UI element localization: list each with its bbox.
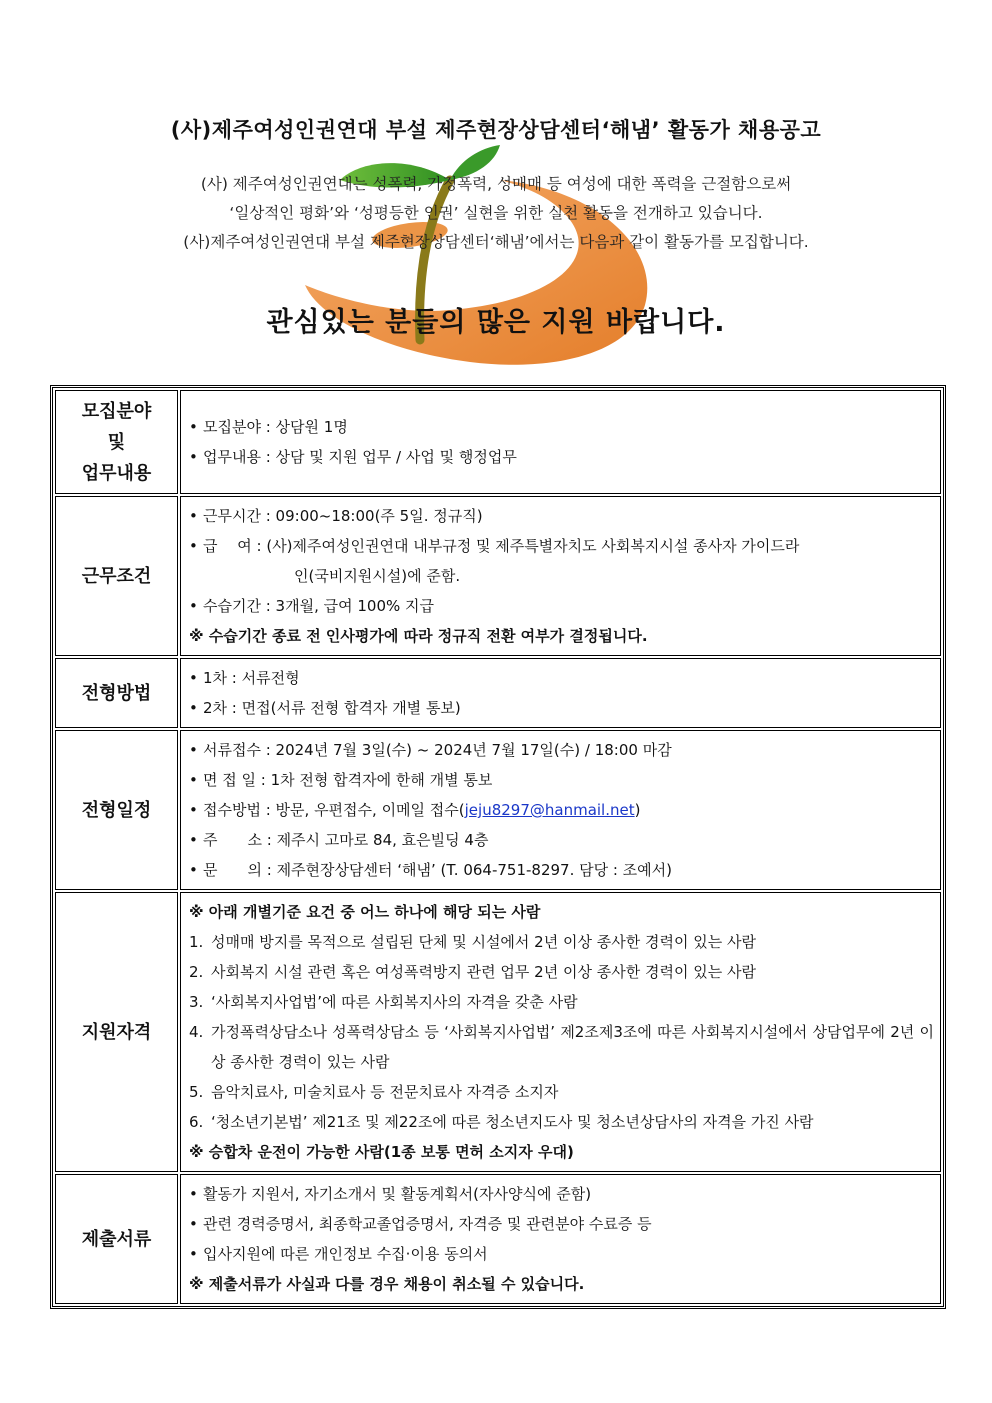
table-row-method — [55, 658, 941, 728]
item-text: 활동가 지원서, 자기소개서 및 활동계획서(자사양식에 준함) — [203, 1185, 592, 1203]
item-text: 2차 : 면접(서류 전형 합격자 개별 통보) — [203, 699, 461, 717]
notice-text: ※ 아래 개별기준 요건 중 어느 하나에 해당 되는 사람 — [189, 903, 541, 921]
bullet-icon: • — [189, 831, 198, 849]
bullet-icon: • — [189, 1245, 198, 1263]
table-row-schedule — [55, 730, 941, 890]
row-content-qualification — [180, 892, 941, 1172]
bullet-icon: • — [189, 448, 198, 466]
bullet-icon: • — [189, 741, 198, 759]
list-item — [189, 591, 934, 621]
item-number: 3. — [189, 993, 204, 1011]
table-row-recruit — [55, 390, 941, 494]
bullet-icon: • — [189, 1215, 198, 1233]
intro-paragraph — [60, 170, 932, 257]
email-link[interactable]: jeju8297@hanmail.net — [464, 801, 635, 819]
row-label-conditions: 근무조건 — [55, 496, 178, 656]
list-item — [189, 663, 934, 693]
bullet-icon: • — [189, 1185, 198, 1203]
row-content-schedule — [180, 730, 941, 890]
item-text: 수습기간 : 3개월, 급여 100% 지급 — [203, 597, 434, 615]
row-label-schedule: 전형일정 — [55, 730, 178, 890]
bullet-icon: • — [189, 861, 198, 879]
notice-text: ※ 승합차 운전이 가능한 사람(1종 보통 면허 소지자 우대) — [189, 1143, 574, 1161]
row-label-qualification: 지원자격 — [55, 892, 178, 1172]
intro-line: (사)제주여성인권연대 부설 제주현장상담센터‘해냄’에서는 다음과 같이 활동가를 모집합니다. — [183, 233, 809, 251]
item-text: 1차 : 서류전형 — [203, 669, 300, 687]
item-text: 문 의 : 제주현장상담센터 ‘해냄’ (T. 064-751-8297. 담당 : 조예서) — [203, 861, 673, 879]
item-text: 접수방법 : 방문, 우편접수, 이메일 접수( — [203, 801, 465, 819]
bullet-icon: • — [189, 537, 198, 555]
bullet-icon: • — [189, 801, 198, 819]
item-continuation: 인(국비지원시설)에 준함. — [294, 567, 461, 585]
list-item — [189, 1209, 934, 1239]
list-item — [189, 855, 934, 885]
list-item — [189, 1017, 934, 1077]
list-item — [189, 531, 934, 561]
list-item — [189, 442, 934, 472]
row-label-documents: 제출서류 — [55, 1174, 178, 1304]
label-line: 모집분야 — [81, 400, 152, 422]
item-text: 모집분야 : 상담원 1명 — [203, 418, 348, 436]
item-text: ‘청소년기본법’ 제21조 및 제22조에 따른 청소년지도사 및 청소년상담사의 자격을 가진 사람 — [211, 1113, 814, 1131]
bullet-icon: • — [189, 418, 198, 436]
item-text: 서류접수 : 2024년 7월 3일(수) ~ 2024년 7월 17일(수) / 18:00 마감 — [203, 741, 672, 759]
table-row-qualification — [55, 892, 941, 1172]
table-row-documents — [55, 1174, 941, 1304]
list-item — [189, 501, 934, 531]
row-label-method: 전형방법 — [55, 658, 178, 728]
list-item — [189, 957, 934, 987]
item-number: 4. — [189, 1023, 204, 1041]
item-number: 2. — [189, 963, 204, 981]
item-text: ‘사회복지사업법’에 따른 사회복지사의 자격을 갖춘 사람 — [211, 993, 578, 1011]
bullet-icon: • — [189, 771, 198, 789]
intro-line: (사) 제주여성인권연대는 성폭력, 가정폭력, 성매매 등 여성에 대한 폭력을 근절함으로써 — [200, 175, 792, 193]
item-text: 성매매 방지를 목적으로 설립된 단체 및 시설에서 2년 이상 종사한 경력이 있는 사람 — [211, 933, 756, 951]
bullet-icon: • — [189, 669, 198, 687]
item-number: 6. — [189, 1113, 204, 1131]
list-item — [189, 1077, 934, 1107]
recruitment-table — [50, 385, 946, 1309]
row-label-recruit — [55, 390, 178, 494]
table-row-conditions — [55, 496, 941, 656]
list-item — [189, 1239, 934, 1269]
item-text: 사회복지 시설 관련 혹은 여성폭력방지 관련 업무 2년 이상 종사한 경력이 있는 사람 — [211, 963, 756, 981]
notice-text: ※ 제출서류가 사실과 다를 경우 채용이 취소될 수 있습니다. — [189, 1275, 585, 1293]
intro-line: ‘일상적인 평화’와 ‘성평등한 인권’ 실현을 위한 실천 활동을 전개하고 있습니다. — [229, 204, 763, 222]
row-content-method — [180, 658, 941, 728]
list-item — [189, 927, 934, 957]
item-number: 1. — [189, 933, 204, 951]
item-number: 5. — [189, 1083, 204, 1101]
item-text: 근무시간 : 09:00~18:00(주 5일. 정규직) — [203, 507, 483, 525]
item-text: ) — [634, 801, 641, 819]
notice-text: ※ 수습기간 종료 전 인사평가에 따라 정규직 전환 여부가 결정됩니다. — [189, 627, 648, 645]
row-content-recruit — [180, 390, 941, 494]
label-line: 및 — [107, 431, 126, 453]
item-text: 음악치료사, 미술치료사 등 전문치료사 자격증 소지자 — [211, 1083, 559, 1101]
list-item — [189, 987, 934, 1017]
list-item — [189, 735, 934, 765]
row-content-documents — [180, 1174, 941, 1304]
item-text: 관련 경력증명서, 최종학교졸업증명서, 자격증 및 관련분야 수료증 등 — [203, 1215, 652, 1233]
list-item — [189, 693, 934, 723]
item-text: 입사지원에 따른 개인정보 수집·이용 동의서 — [203, 1245, 488, 1263]
list-item — [189, 1107, 934, 1137]
page-title: (사)제주여성인권연대 부설 제주현장상담센터‘해냄’ 활동가 채용공고 — [170, 118, 822, 142]
bullet-icon: • — [189, 699, 198, 717]
bullet-icon: • — [189, 507, 198, 525]
label-line: 업무내용 — [81, 462, 152, 484]
bullet-icon: • — [189, 597, 198, 615]
list-item — [189, 795, 934, 825]
row-content-conditions — [180, 496, 941, 656]
slogan: 관심있는 분들의 많은 지원 바랍니다. — [266, 307, 726, 338]
item-text: 주 소 : 제주시 고마로 84, 효은빌딩 4층 — [203, 831, 489, 849]
list-item — [189, 1179, 934, 1209]
item-text: 업무내용 : 상담 및 지원 업무 / 사업 및 행정업무 — [203, 448, 517, 466]
item-text: 가정폭력상담소나 성폭력상담소 등 ‘사회복지사업법’ 제2조제3조에 따른 사회복지시설에서 상담업무에 2년 이상 종사한 경력이 있는 사람 — [211, 1023, 934, 1071]
list-item — [189, 825, 934, 855]
item-text: 급 여 : (사)제주여성인권연대 내부규정 및 제주특별자치도 사회복지시설 종사자 가이드라 — [203, 537, 800, 555]
item-text: 면 접 일 : 1차 전형 합격자에 한해 개별 통보 — [203, 771, 493, 789]
list-item — [189, 765, 934, 795]
list-item — [189, 412, 934, 442]
